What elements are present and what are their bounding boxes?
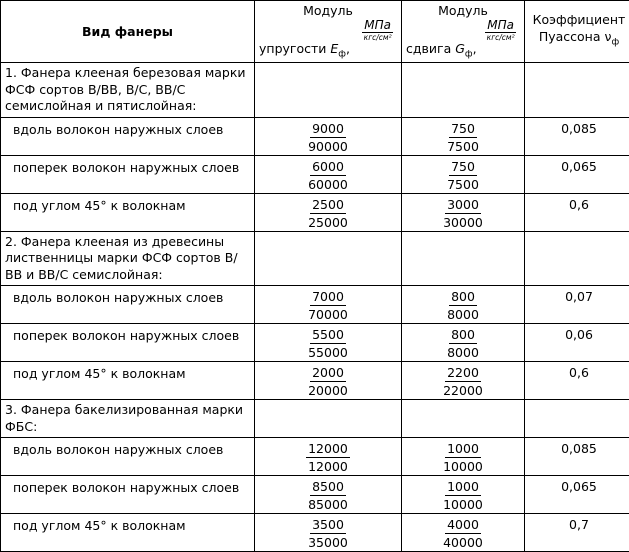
column-header-plywood-type: Вид фанеры [1,1,255,63]
shear-modulus-cell [402,155,525,193]
elastic-modulus-cell [255,155,402,193]
shear-label-text: сдвига [406,41,451,56]
shear-subscript: ф [465,50,473,60]
poisson-value: 0,065 [525,155,629,193]
shear-mpa-value: 4000 [445,516,481,534]
shear-kgs-value: 10000 [402,458,524,475]
elastic-mpa-value: 6000 [310,158,346,176]
row-label: поперек волокон наружных слоев [1,324,255,362]
column-header-poisson [525,1,629,63]
elastic-symbol: E [330,41,338,56]
poisson-value: 0,085 [525,438,629,476]
unit-kgs: кгс/см² [485,33,516,42]
table-row [1,117,629,155]
table-row [1,514,629,552]
poisson-value: 0,06 [525,324,629,362]
shear-modulus-cell [402,324,525,362]
shear-mpa-value: 750 [449,158,477,176]
poisson-value: 0,065 [525,476,629,514]
elastic-kgs-value: 35000 [255,534,401,551]
elastic-mpa-value: 12000 [306,440,350,458]
table-row [1,438,629,476]
row-label: под углом 45° к волокнам [1,514,255,552]
shear-mpa-value: 1000 [445,440,481,458]
elastic-modulus-cell [255,438,402,476]
shear-kgs-value: 40000 [402,534,524,551]
elastic-kgs-value: 60000 [255,176,401,193]
group-title: 1. Фанера клееная березовая марки ФСФ сортов В/ВВ, В/С, ВВ/С семислойная и пятислойная: [1,63,255,118]
shear-kgs-value: 7500 [402,138,524,155]
elastic-subscript: ф [338,50,346,60]
elastic-mpa-value: 9000 [310,120,346,138]
shear-kgs-value: 10000 [402,496,524,513]
poisson-value: 0,085 [525,117,629,155]
shear-mpa-value: 800 [449,288,477,306]
shear-label: сдвига $G_ф$, [406,41,477,60]
elastic-mpa-value: 3500 [310,516,346,534]
shear-modulus-cell [402,362,525,400]
elastic-mpa-value: 8500 [310,478,346,496]
row-label: под углом 45° к волокнам [1,193,255,231]
shear-mpa-value: 1000 [445,478,481,496]
shear-mpa-value: 750 [449,120,477,138]
shear-kgs-value: 30000 [402,214,524,231]
table-row [1,155,629,193]
elastic-label: упругости $E_ф$, [259,41,350,60]
empty-cell [255,63,402,118]
row-label: вдоль волокон наружных слоев [1,286,255,324]
empty-cell [402,63,525,118]
shear-symbol: G [455,41,465,56]
elastic-kgs-value: 20000 [255,382,401,399]
unit-fraction [362,18,393,42]
poisson-value: 0,07 [525,286,629,324]
group-row [1,231,629,286]
poisson-value: 0,6 [525,193,629,231]
empty-cell [402,400,525,438]
elastic-modulus-cell [255,476,402,514]
elastic-modulus-cell [255,193,402,231]
elastic-kgs-value: 70000 [255,306,401,323]
poisson-symbol: ν [604,29,611,44]
shear-modulus-cell [402,514,525,552]
row-label: поперек волокон наружных слоев [1,476,255,514]
shear-mpa-value: 3000 [445,196,481,214]
elastic-modulus-cell [255,117,402,155]
table-row [1,362,629,400]
shear-modulus-cell [402,193,525,231]
elastic-label-text: упругости [259,41,326,56]
empty-cell [525,63,629,118]
poisson-symbol-wrap [604,29,619,44]
table-row [1,193,629,231]
elastic-mpa-value: 2000 [310,364,346,382]
table-row [1,324,629,362]
column-header-shear-modulus [402,1,525,63]
empty-cell [525,400,629,438]
elastic-mpa-value: 2500 [310,196,346,214]
poisson-label: Коэффициент Пуассона [533,12,626,44]
row-label: под углом 45° к волокнам [1,362,255,400]
unit-fraction [485,18,516,42]
column-header-elastic-modulus [255,1,402,63]
elastic-kgs-value: 90000 [255,138,401,155]
empty-cell [255,231,402,286]
unit-kgs: кгс/см² [362,33,393,42]
table-header-row [1,1,629,63]
row-label: вдоль волокон наружных слоев [1,438,255,476]
elastic-kgs-value: 25000 [255,214,401,231]
group-title: 3. Фанера бакелизированная марки ФБС: [1,400,255,438]
group-title: 2. Фанера клееная из древесины лиственницы марки ФСФ сортов В/ВВ и ВВ/С семислойная: [1,231,255,286]
empty-cell [255,400,402,438]
empty-cell [402,231,525,286]
empty-cell [525,231,629,286]
shear-kgs-value: 8000 [402,344,524,361]
elastic-mpa-value: 7000 [310,288,346,306]
elastic-kgs-value: 12000 [255,458,401,475]
shear-mpa-value: 2200 [445,364,481,382]
elastic-modulus-cell [255,286,402,324]
unit-mpa: МПа [362,18,393,33]
elastic-kgs-value: 55000 [255,344,401,361]
elastic-mpa-value: 5500 [310,326,346,344]
row-label: поперек волокон наружных слоев [1,155,255,193]
elastic-modulus-cell [255,362,402,400]
row-label: вдоль волокон наружных слоев [1,117,255,155]
group-row [1,400,629,438]
modulus-title: Модуль [255,3,401,18]
unit-mpa: МПа [485,18,516,33]
table-row [1,476,629,514]
shear-kgs-value: 22000 [402,382,524,399]
shear-modulus-cell [402,117,525,155]
poisson-value: 0,6 [525,362,629,400]
elastic-modulus-cell [255,324,402,362]
group-row [1,63,629,118]
poisson-value: 0,7 [525,514,629,552]
shear-modulus-cell [402,476,525,514]
elastic-modulus-cell [255,514,402,552]
shear-kgs-value: 7500 [402,176,524,193]
shear-modulus-cell [402,286,525,324]
shear-modulus-cell [402,438,525,476]
shear-kgs-value: 8000 [402,306,524,323]
table-body [1,63,629,552]
modulus-title: Модуль [402,3,524,18]
elastic-kgs-value: 85000 [255,496,401,513]
table-row [1,286,629,324]
poisson-subscript: ф [611,38,619,48]
shear-mpa-value: 800 [449,326,477,344]
